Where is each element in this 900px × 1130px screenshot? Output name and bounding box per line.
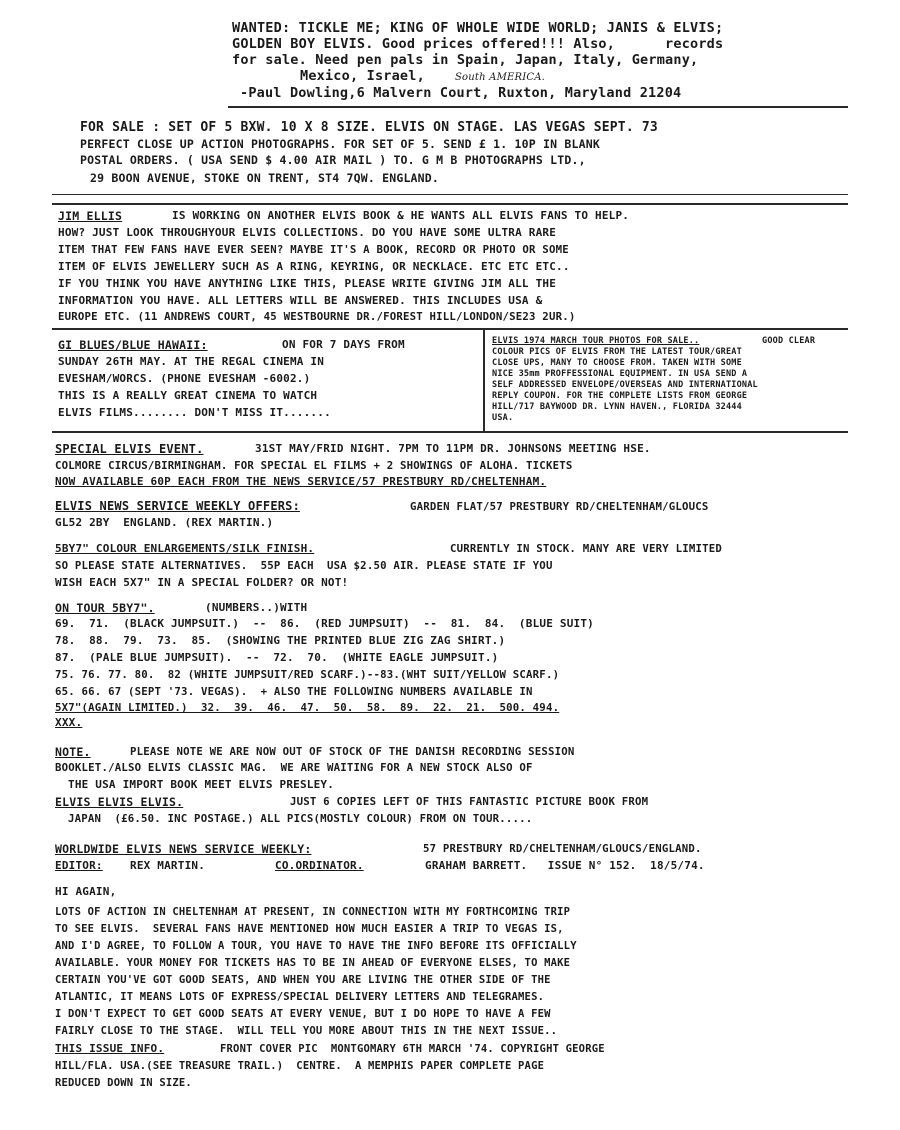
special-event-title: SPECIAL ELVIS EVENT. [55, 442, 204, 456]
enlargements-line-3: WISH EACH 5X7" IN A SPECIAL FOLDER? OR NOT! [55, 576, 349, 589]
worldwide-title: WORLDWIDE ELVIS NEWS SERVICE WEEKLY: [55, 842, 312, 856]
letter-line-4: AVAILABLE. YOUR MONEY FOR TICKETS HAS TO BE IN AHEAD OF EVERYONE ELSES, TO MAKE [55, 957, 571, 969]
for-sale-line-3: POSTAL ORDERS. ( USA SEND $ 4.00 AIR MAIL ) TO. G M B PHOTOGRAPHS LTD., [80, 153, 586, 167]
gi-blues-line-1: ON FOR 7 DAYS FROM [282, 338, 405, 351]
tour-photos-line-1: GOOD CLEAR [762, 336, 816, 346]
gi-blues-line-5: ELVIS FILMS........ DON'T MISS IT....... [58, 406, 331, 419]
tour-photos-line-8: USA. [492, 413, 514, 423]
on-tour-line-3: 87. (PALE BLUE JUMPSUIT). -- 72. 70. (WHITE EAGLE JUMPSUIT.) [55, 651, 499, 664]
wanted-line-5: -Paul Dowling,6 Malvern Court, Ruxton, Maryland 21204 [240, 85, 682, 101]
letter-greeting: HI AGAIN, [55, 885, 117, 898]
boxes-bottom-rule [52, 431, 848, 433]
for-sale-line-1: FOR SALE : SET OF 5 BXW. 10 X 8 SIZE. ELVIS ON STAGE. LAS VEGAS SEPT. 73 [80, 120, 658, 135]
elvis-book-title: ELVIS ELVIS ELVIS. [55, 795, 184, 809]
gi-blues-title: GI BLUES/BLUE HAWAII: [58, 338, 208, 352]
letter-line-5: CERTAIN YOU'VE GOT GOOD SEATS, AND WHEN YOU ARE LIVING THE OTHER SIDE OF THE [55, 974, 551, 986]
wanted-handwritten-note: South AMERICA. [455, 72, 546, 83]
gi-blues-line-4: THIS IS A REALLY GREAT CINEMA TO WATCH [58, 389, 318, 402]
enlargements-line-2: SO PLEASE STATE ALTERNATIVES. 55P EACH USA $2.50 AIR. PLEASE STATE IF YOU [55, 559, 553, 572]
letter-line-1: LOTS OF ACTION IN CHELTENHAM AT PRESENT, IN CONNECTION WITH MY FORTHCOMING TRIP [55, 906, 571, 918]
issue-info-line-3: REDUCED DOWN IN SIZE. [55, 1077, 192, 1089]
enlargements-line-1: CURRENTLY IN STOCK. MANY ARE VERY LIMITED [450, 542, 723, 555]
note-line-1: PLEASE NOTE WE ARE NOW OUT OF STOCK OF THE DANISH RECORDING SESSION [130, 745, 575, 758]
wanted-line-2: GOLDEN BOY ELVIS. Good prices offered!!! Also, records [232, 36, 724, 52]
elvis-book-line-2: JAPAN (£6.50. INC POSTAGE.) ALL PICS(MOSTLY COLOUR) FROM ON TOUR..... [68, 812, 533, 825]
enlargements-title: 5BY7" COLOUR ENLARGEMENTS/SILK FINISH. [55, 542, 315, 555]
wanted-line-4: Mexico, Israel, [300, 68, 425, 84]
on-tour-line-2: 78. 88. 79. 73. 85. (SHOWING THE PRINTED BLUE ZIG ZAG SHIRT.) [55, 634, 506, 647]
on-tour-title-rest: (NUMBERS..)WITH [205, 601, 308, 614]
note-line-3: THE USA IMPORT BOOK MEET ELVIS PRESLEY. [68, 778, 335, 791]
worldwide-address: 57 PRESTBURY RD/CHELTENHAM/GLOUCS/ENGLAND. [423, 842, 702, 855]
gi-blues-line-3: EVESHAM/WORCS. (PHONE EVESHAM -6002.) [58, 372, 311, 385]
tour-photos-line-5: SELF ADDRESSED ENVELOPE/OVERSEAS AND INTERNATIONAL [492, 380, 758, 390]
letter-line-2: TO SEE ELVIS. SEVERAL FANS HAVE MENTIONED HOW MUCH EASIER A TRIP TO VEGAS IS, [55, 923, 564, 935]
on-tour-line-7: XXX. [55, 716, 83, 729]
jim-ellis-line-7: EUROPE ETC. (11 ANDREWS COURT, 45 WESTBOURNE DR./FOREST HILL/LONDON/SE23 2UR.) [58, 310, 576, 323]
jim-ellis-line-3: ITEM THAT FEW FANS HAVE EVER SEEN? MAYBE IT'S A BOOK, RECORD OR PHOTO OR SOME [58, 243, 569, 256]
tour-photos-line-2: COLOUR PICS OF ELVIS FROM THE LATEST TOUR/GREAT [492, 347, 742, 357]
coordinator-name: GRAHAM BARRETT. ISSUE N° 152. 18/5/74. [425, 859, 705, 872]
letter-line-8: FAIRLY CLOSE TO THE STAGE. WILL TELL YOU MORE ABOUT THIS IN THE NEXT ISSUE.. [55, 1025, 558, 1037]
jim-ellis-bottom-rule [52, 328, 848, 330]
issue-info-line-2: HILL/FLA. USA.(SEE TREASURE TRAIL.) CENTRE. A MEMPHIS PAPER COMPLETE PAGE [55, 1060, 545, 1072]
on-tour-line-1: 69. 71. (BLACK JUMPSUIT.) -- 86. (RED JUMPSUIT) -- 81. 84. (BLUE SUIT) [55, 617, 594, 630]
news-service-title: ELVIS NEWS SERVICE WEEKLY OFFERS: [55, 499, 301, 513]
issue-info-title: THIS ISSUE INFO. [55, 1042, 165, 1055]
jim-ellis-line-1: IS WORKING ON ANOTHER ELVIS BOOK & HE WANTS ALL ELVIS FANS TO HELP. [172, 209, 630, 222]
tour-photos-line-6: REPLY COUPON. FOR THE COMPLETE LISTS FROM GEORGE [492, 391, 748, 401]
on-tour-title: ON TOUR 5BY7". [55, 601, 155, 615]
wanted-line-3: for sale. Need pen pals in Spain, Japan, Italy, Germany, [232, 52, 699, 68]
special-event-line-1: 31ST MAY/FRID NIGHT. 7PM TO 11PM DR. JOHNSONS MEETING HSE. [255, 442, 651, 455]
letter-line-3: AND I'D AGREE, TO FOLLOW A TOUR, YOU HAVE TO HAVE THE INFO BEFORE ITS OFFICIALLY [55, 940, 577, 952]
tour-photos-title: ELVIS 1974 MARCH TOUR PHOTOS FOR SALE.. [492, 336, 700, 346]
for-sale-line-4: 29 BOON AVENUE, STOKE ON TRENT, ST4 7QW. ENGLAND. [90, 171, 440, 185]
on-tour-line-4: 75. 76. 77. 80. 82 (WHITE JUMPSUIT/RED SCARF.)--83.(WHT SUIT/YELLOW SCARF.) [55, 668, 560, 681]
tour-photos-line-3: CLOSE UPS, MANY TO CHOOSE FROM. TAKEN WITH SOME [492, 358, 742, 368]
note-line-2: BOOKLET./ALSO ELVIS CLASSIC MAG. WE ARE WAITING FOR A NEW STOCK ALSO OF [55, 761, 533, 774]
elvis-book-line-1: JUST 6 COPIES LEFT OF THIS FANTASTIC PICTURE BOOK FROM [290, 795, 649, 808]
note-title: NOTE. [55, 745, 91, 759]
jim-ellis-line-6: INFORMATION YOU HAVE. ALL LETTERS WILL BE ANSWERED. THIS INCLUDES USA & [58, 294, 543, 307]
letter-line-7: I DON'T EXPECT TO GET GOOD SEATS AT EVERY VENUE, BUT I DO HOPE TO HAVE A FEW [55, 1008, 551, 1020]
letter-line-6: ATLANTIC, IT MEANS LOTS OF EXPRESS/SPECIAL DELIVERY LETTERS AND TELEGRAMES. [55, 991, 545, 1003]
gi-blues-line-2: SUNDAY 26TH MAY. AT THE REGAL CINEMA IN [58, 355, 325, 368]
jim-ellis-top-rule [52, 203, 848, 205]
editor-name: REX MARTIN. [130, 859, 206, 872]
issue-info-line-1: FRONT COVER PIC MONTGOMARY 6TH MARCH '74. COPYRIGHT GEORGE [220, 1043, 605, 1055]
jim-ellis-name: JIM ELLIS [58, 209, 123, 223]
wanted-divider [228, 106, 848, 108]
coordinator-label: CO.ORDINATOR. [275, 859, 364, 872]
special-event-line-3: NOW AVAILABLE 60P EACH FROM THE NEWS SERVICE/57 PRESTBURY RD/CHELTENHAM. [55, 475, 547, 488]
news-service-address: GARDEN FLAT/57 PRESTBURY RD/CHELTENHAM/GLOUCS [410, 500, 709, 513]
tour-photos-line-7: HILL/717 BAYWOOD DR. LYNN HAVEN., FLORIDA 32444 [492, 402, 742, 412]
jim-ellis-line-5: IF YOU THINK YOU HAVE ANYTHING LIKE THIS, PLEASE WRITE GIVING JIM ALL THE [58, 277, 557, 290]
for-sale-line-2: PERFECT CLOSE UP ACTION PHOTOGRAPHS. FOR SET OF 5. SEND £ 1. 10P IN BLANK [80, 137, 601, 151]
news-service-address-2: GL52 2BY ENGLAND. (REX MARTIN.) [55, 516, 274, 529]
special-event-line-2: COLMORE CIRCUS/BIRMINGHAM. FOR SPECIAL EL FILMS + 2 SHOWINGS OF ALOHA. TICKETS [55, 459, 573, 472]
jim-ellis-line-4: ITEM OF ELVIS JEWELLERY SUCH AS A RING, KEYRING, OR NECKLACE. ETC ETC ETC.. [58, 260, 570, 273]
on-tour-line-6: 5X7"(AGAIN LIMITED.) 32. 39. 46. 47. 50. 58. 89. 22. 21. 500. 494. [55, 701, 560, 714]
on-tour-line-5: 65. 66. 67 (SEPT '73. VEGAS). + ALSO THE FOLLOWING NUMBERS AVAILABLE IN [55, 685, 533, 698]
wanted-line-1: WANTED: TICKLE ME; KING OF WHOLE WIDE WORLD; JANIS & ELVIS; [232, 20, 724, 36]
jim-ellis-line-2: HOW? JUST LOOK THROUGHYOUR ELVIS COLLECTIONS. DO YOU HAVE SOME ULTRA RARE [58, 226, 557, 239]
gi-blues-divider [483, 330, 485, 432]
editor-label: EDITOR: [55, 859, 103, 872]
tour-photos-line-4: NICE 35mm PROFFESSIONAL EQUIPMENT. IN USA SEND A [492, 369, 748, 379]
